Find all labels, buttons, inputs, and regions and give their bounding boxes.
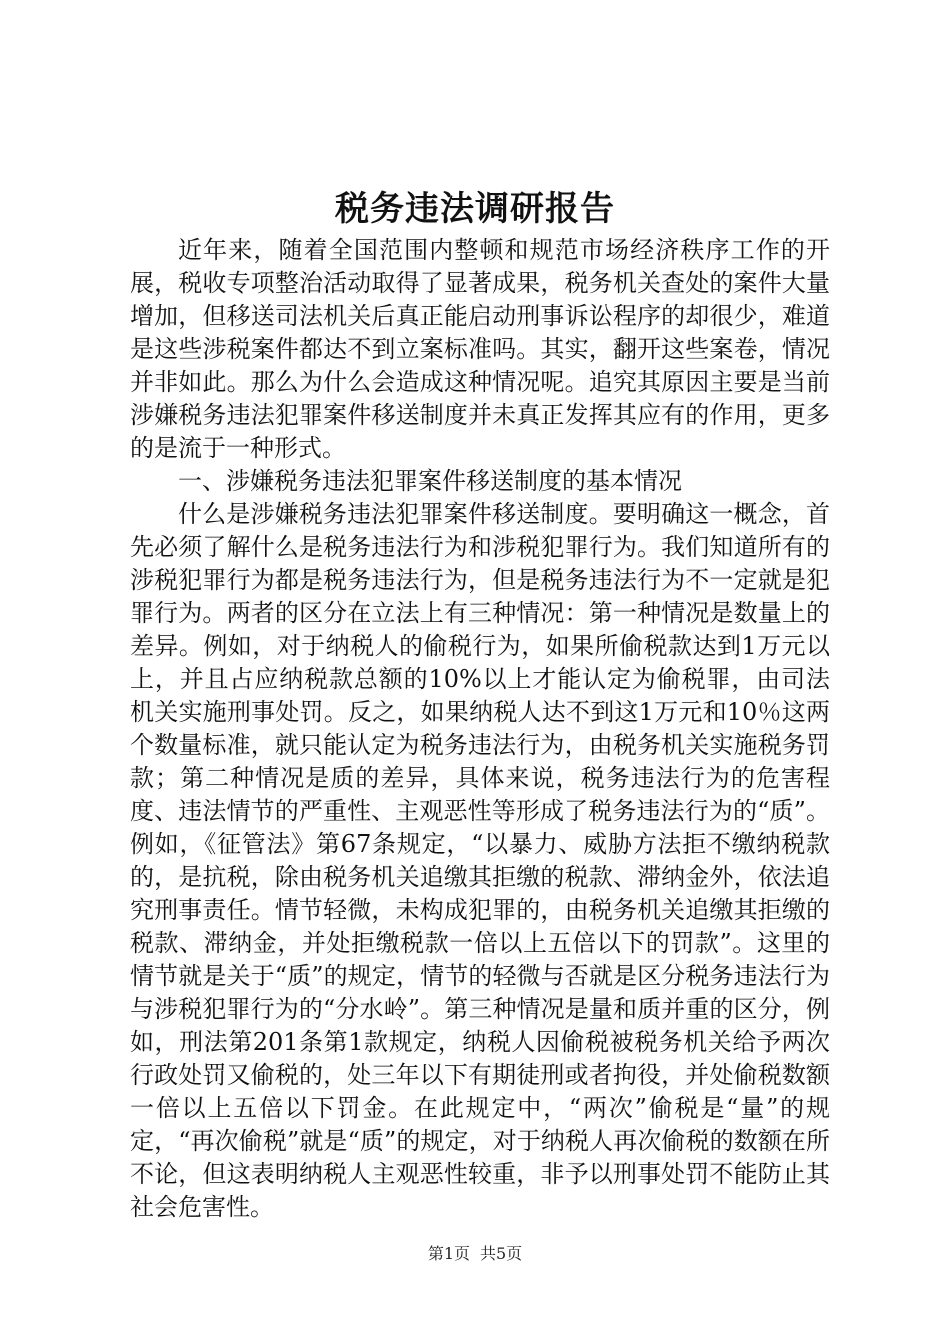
document-body (130, 234, 830, 1224)
document-title: 税务违法调研报告 (335, 189, 615, 229)
body-paragraph: 什么是涉嫌税务违法犯罪案件移送制度。要明确这一概念，首先必须了解什么是税务违法行为和涉税犯罪行为。我们知道所有的涉税犯罪行为都是税务违法行为，但是税务违法行为不一定就是犯罪行为。两者的区分在立法上有三种情况：第一种情况是数量上的差异。例如，对于纳税人的偷税行为，如果所偷税款达到1万元以上，并且占应纳税款总额的10%以上才能认定为偷税罪，由司法机关实施刑事处罚。反之，如果纳税人达不到这1万元和10％这两个数量标准，就只能认定为税务违法行为，由税务机关实施税务罚款；第二种情况是质的差异，具体来说，税务违法行为的危害程度、违法情节的严重性、主观恶性等形成了税务违法行为的“质”。例如，《征管法》第67条规定，“以暴力、威胁方法拒不缴纳税款的，是抗税，除由税务机关追缴其拒缴的税款、滞纳金外，依法追究刑事责任。情节轻微，未构成犯罪的，由税务机关追缴其拒缴的税款、滞纳金，并处拒缴税款一倍以上五倍以下的罚款”。这里的情节就是关于“质”的规定，情节的轻微与否就是区分税务违法行为与涉税犯罪行为的“分水岭”。第三种情况是量和质并重的区分，例如，刑法第201条第1款规定，纳税人因偷税被税务机关给予两次行政处罚又偷税的，处三年以下有期徒刑或者拘役，并处偷税数额一倍以上五倍以下罚金。在此规定中，“两次”偷税是“量”的规定，“再次偷税”就是“质”的规定，对于纳税人再次偷税的数额在所不论，但这表明纳税人主观恶性较重，非予以刑事处罚不能防止其社会危害性。 (130, 500, 830, 1221)
section-heading: 一、涉嫌税务违法犯罪案件移送制度的基本情况 (178, 467, 682, 495)
page-number: 第1页 (427, 1244, 470, 1263)
page-footer (0, 1242, 950, 1266)
intro-paragraph: 近年来，随着全国范围内整顿和规范市场经济秩序工作的开展，税收专项整治活动取得了显著成果，税务机关查处的案件大量增加，但移送司法机关后真正能启动刑事诉讼程序的却很少，难道是这些涉税案件都达不到立案标准吗。其实，翻开这些案卷，情况并非如此。那么为什么会造成这种情况呢。追究其原因主要是当前涉嫌税务违法犯罪案件移送制度并未真正发挥其应有的作用，更多的是流于一种形式。 (130, 236, 830, 462)
page-total: 共5页 (480, 1244, 523, 1263)
